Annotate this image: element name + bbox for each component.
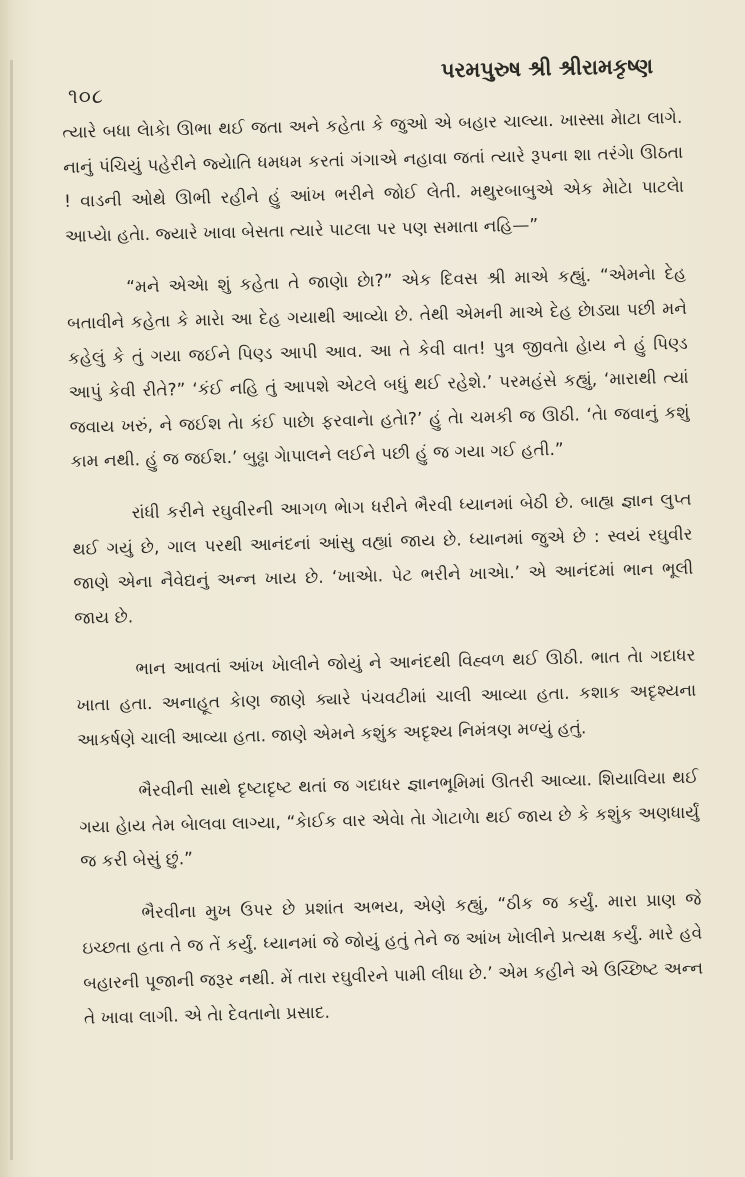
paragraph-4: ભાન આવતાં આંખ ખેાલીને જોયું ને આનંદથી વિહ્વળ થઈ ઊઠી. ભાત તેા ગદાધર ખાતા હતા. અનાહૂત કેાણ જાણે ક્યારે પંચવટીમાં ચાલી આવ્યા હતા. કશાક અદૃશ્યના આકર્ષણે ચાલી આવ્યા હતા. જાણે એમને કશુંક અદૃશ્ય નિમંત્રણ મળ્યું હતું. (76, 646, 697, 751)
page-number: ૧૦૮ (68, 84, 104, 108)
paragraph-3: રાંધી કરીને રઘુવીરની આગળ ભેાગ ધરીને ભૈરવી ધ્યાનમાં બેઠી છે. બાહ્ય જ્ઞાન લુપ્ત થઈ ગયું છે, ગાલ પરથી આનંદનાં આંસુ વહ્યાં જાય છે. ધ્યાનમાં જુએ છે : સ્વયં રઘુવીર જાણે એના નૈવેદ્યનું અન્ન ખાય છે. ‘ખાએા. પેટ ભરીને ખાએા.’ એ આનંદમાં ભાન ભૂલી જાય છે. (72, 489, 694, 629)
paragraph-5: ભૈરવીની સાથે દૃષ્ટાદૃષ્ટ થતાં જ ગદાધર જ્ઞાનભૂમિમાં ઊતરી આવ્યા. શિયાવિયા થઈ ગયા હેાય તેમ બેાલવા લાગ્યા, “કેાઈક વાર એવેા તેા ગેાટાળેા થઈ જાય છે કે કશુંક અણધાર્યું જ કરી બેસું છું.” (79, 767, 700, 873)
page-gutter-shadow (10, 60, 13, 1160)
paragraph-6: ભૈરવીના મુખ ઉપર છે પ્રશાંત અભય, એણે કહ્યું, “ઠીક જ કર્યું. મારા પ્રાણ જે ઇચ્છતા હતા તે જ તેં કર્યું. ધ્યાનમાં જે જોયું હતું તેને જ આંખ ખેાલીને પ્રત્યક્ષ કર્યું. મારે હવે બહારની પૂજાની જરૂર નથી. મેં તારા રઘુવીરને પામી લીધા છે.’ એમ કહીને એ ઉચ્છિષ્ટ અન્ન તે ખાવા લાગી. એ તેા દેવતાનેા પ્રસાદ. (82, 889, 704, 1029)
running-header: પરમપુરુષ શ્રી શ્રીરામકૃષ્ણ (440, 54, 654, 83)
page-body (62, 101, 705, 1054)
paragraph-2: “મને એએા શું કહેતા તે જાણેા છેા?” એક દિવસ શ્રી માએ કહ્યું. “એમનેા દેહ બતાવીને કહેતા કે મારેા આ દેહ ગયાથી આવ્યેા છે. તેથી એમની માએ દેહ છેાડ્યા પછી મને કહેલું કે તું ગયા જઈને પિણ્ડ આપી આવ. આ તે કેવી વાત! પુત્ર જીવતેા હેાય ને હું પિણ્ડ આપું કેવી રીતે?” ‘કંઈ નહિ તું આપશે એટલે બધું થઈ રહેશે.’ પરમહંસે કહ્યું, ‘મારાથી ત્યાં જવાય ખરું, ને જઈશ તેા કંઈ પાછેા ફરવાનેા હતેા?’ હું તેા ચમકી જ ઊઠી. ‘તેા જવાનું કશું કામ નથી. હું જ જઈશ.’ બુઢ્ઢા ગેાપાલને લઈને પછી હું જ ગયા ગઈ હતી.” (66, 264, 690, 473)
paragraph-1: ત્યારે બધા લેાકેા ઊભા થઈ જતા અને કહેતા કે જુઓ એ બહાર ચાલ્યા. ખાસ્સા મેાટા લાગે. નાનું પંચિયું પહેરીને જ્યેાતિ ધમધમ કરતાં ગંગાએ નહાવા જતાં ત્યારે રૂપના શા તરંગેા ઊઠતા ! વાડની ઓથે ઊભી રહીને હું આંખ ભરીને જોઈ લેતી. મથુરબાબુએ એક મેાટેા પાટલેા આપ્યેા હતેા. જ્યારે ખાવા બેસતા ત્યારે પાટલા પર પણ સમાતા નહિ—” (62, 107, 685, 247)
